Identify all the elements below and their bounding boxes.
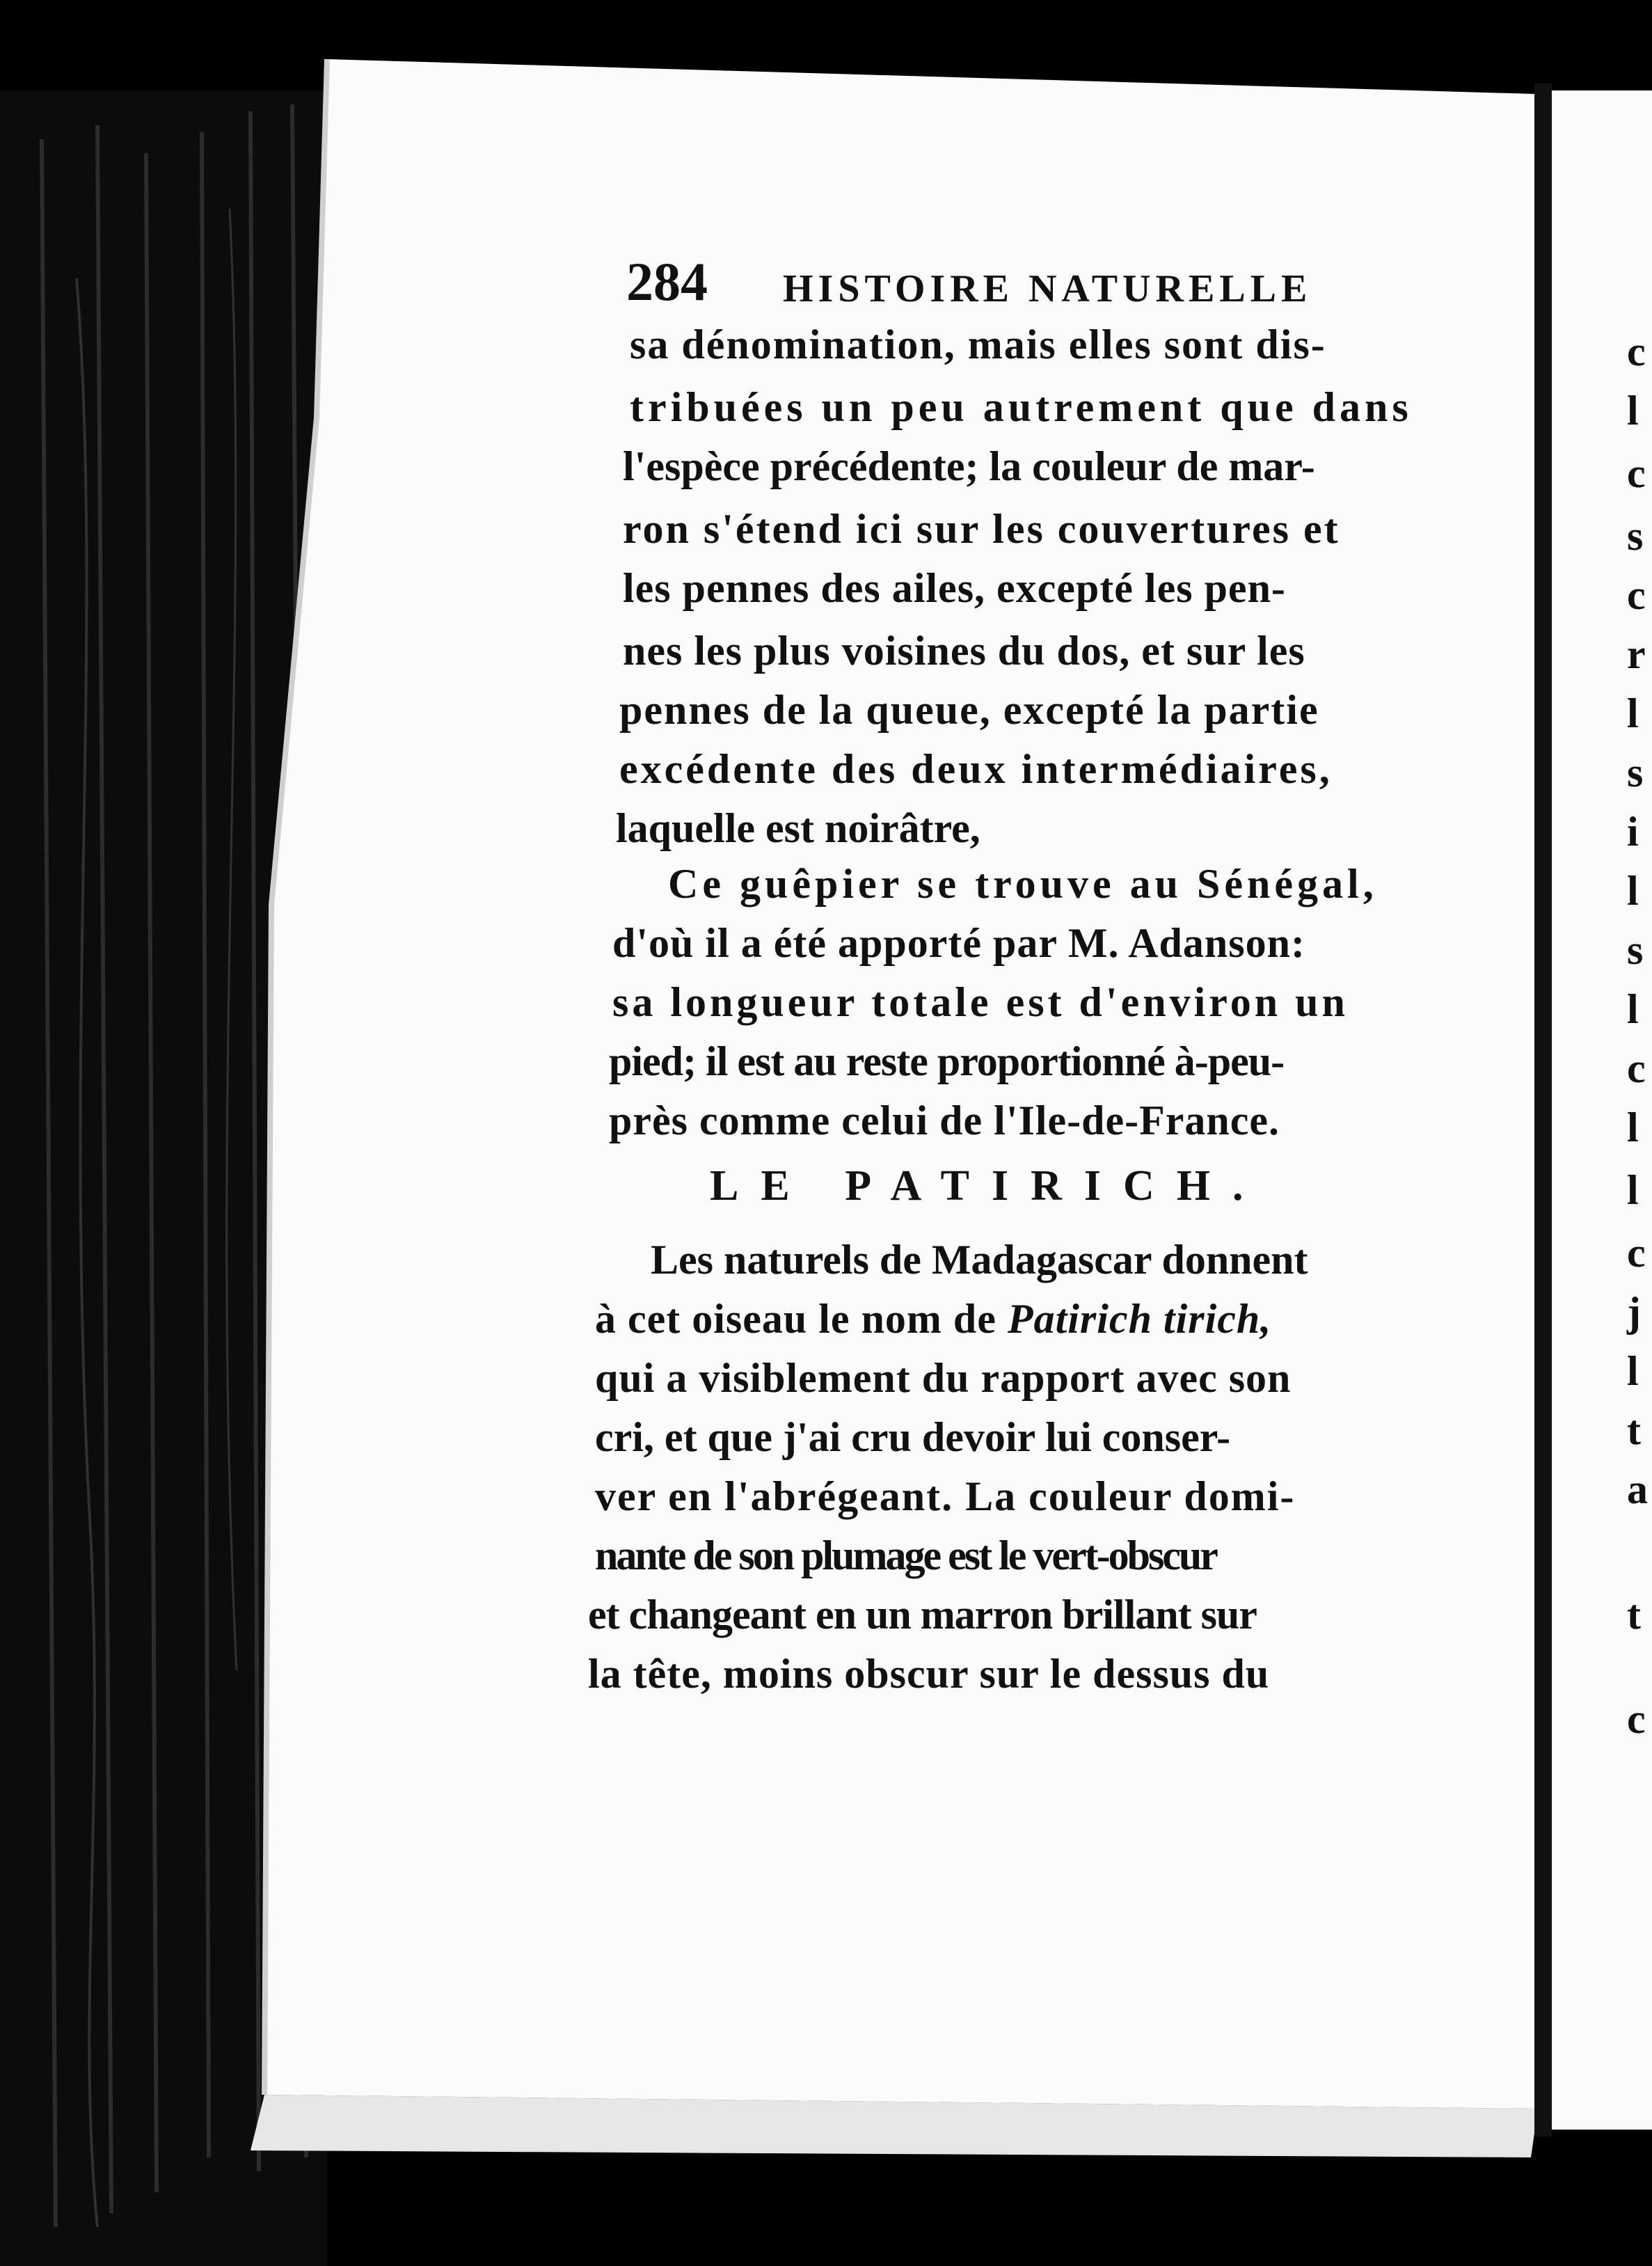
fragment-letter: j — [1627, 1289, 1641, 1335]
text-line: Les naturels de Madagascar donnent — [651, 1237, 1308, 1283]
text-line: excédente des deux intermédiaires, — [619, 746, 1333, 792]
fragment-letter: t — [1627, 1592, 1641, 1638]
text-run: à cet oiseau le nom de — [595, 1296, 1008, 1342]
text-line: laquelle est noirâtre, — [616, 805, 980, 851]
running-head: HISTOIRE NATURELLE — [783, 267, 1312, 310]
text-line: sa dénomination, mais elles sont dis- — [630, 322, 1326, 367]
text-line: la tête, moins obscur sur le dessus du — [588, 1651, 1270, 1697]
text-line: pied; il est au reste proportionné à-peu- — [609, 1038, 1285, 1084]
fragment-letter: l — [1627, 986, 1639, 1032]
text-line: tribuées un peu autrement que dans — [630, 384, 1413, 430]
text-line: Ce guêpier se trouve au Sénégal, — [668, 861, 1378, 907]
fragment-letter: c — [1627, 450, 1646, 496]
fragment-letter: l — [1627, 388, 1639, 434]
section-title: LE PATIRICH. — [710, 1162, 1266, 1210]
page-number: 284 — [626, 251, 708, 312]
fragment-letter: l — [1627, 1348, 1639, 1394]
text-line: ron s'étend ici sur les couvertures et — [623, 506, 1340, 552]
text-line: sa longueur totale est d'environ un — [612, 979, 1349, 1025]
text-line: ver en l'abrégeant. La couleur domi- — [595, 1473, 1296, 1519]
text-line: l'espèce précédente; la couleur de mar- — [623, 443, 1315, 489]
fragment-letter: c — [1627, 1230, 1646, 1276]
text-line: nes les plus voisines du dos, et sur les — [623, 628, 1305, 674]
fragment-letter: l — [1627, 690, 1639, 736]
fragment-letter: s — [1627, 750, 1644, 795]
fragment-letter: i — [1627, 809, 1639, 855]
fragment-letter: l — [1627, 1104, 1639, 1150]
fragment-letter: l — [1627, 1167, 1639, 1213]
fragment-letter: s — [1627, 927, 1644, 973]
fragment-letter: s — [1627, 513, 1644, 559]
text-line: qui a visiblement du rapport avec son — [595, 1355, 1292, 1401]
text-line: et changeant en un marron brillant sur — [588, 1592, 1257, 1638]
text-line: pennes de la queue, excepté la partie — [619, 687, 1319, 733]
text-line: cri, et que j'ai cru devoir lui conser- — [595, 1414, 1231, 1460]
text-line: nante de son plumage est le vert-obscur — [595, 1532, 1216, 1578]
text-line: les pennes des ailes, excepté les pen- — [623, 565, 1286, 611]
text-line: près comme celui de l'Ile-de-France. — [609, 1098, 1280, 1143]
fragment-letter: t — [1627, 1407, 1641, 1453]
fragment-letter: r — [1627, 631, 1646, 677]
fragment-letter: c — [1627, 1696, 1646, 1742]
fragment-letter: l — [1627, 868, 1639, 914]
fragment-letter: a — [1627, 1466, 1648, 1512]
fragment-letter: c — [1627, 572, 1646, 618]
text-line: d'où il a été apporté par M. Adanson: — [612, 920, 1305, 966]
fragment-letter: c — [1627, 1045, 1646, 1091]
italic-species-name: Patirich tirich, — [1007, 1296, 1272, 1342]
fragment-letter: c — [1627, 328, 1646, 374]
text-line — [595, 1298, 1271, 1340]
